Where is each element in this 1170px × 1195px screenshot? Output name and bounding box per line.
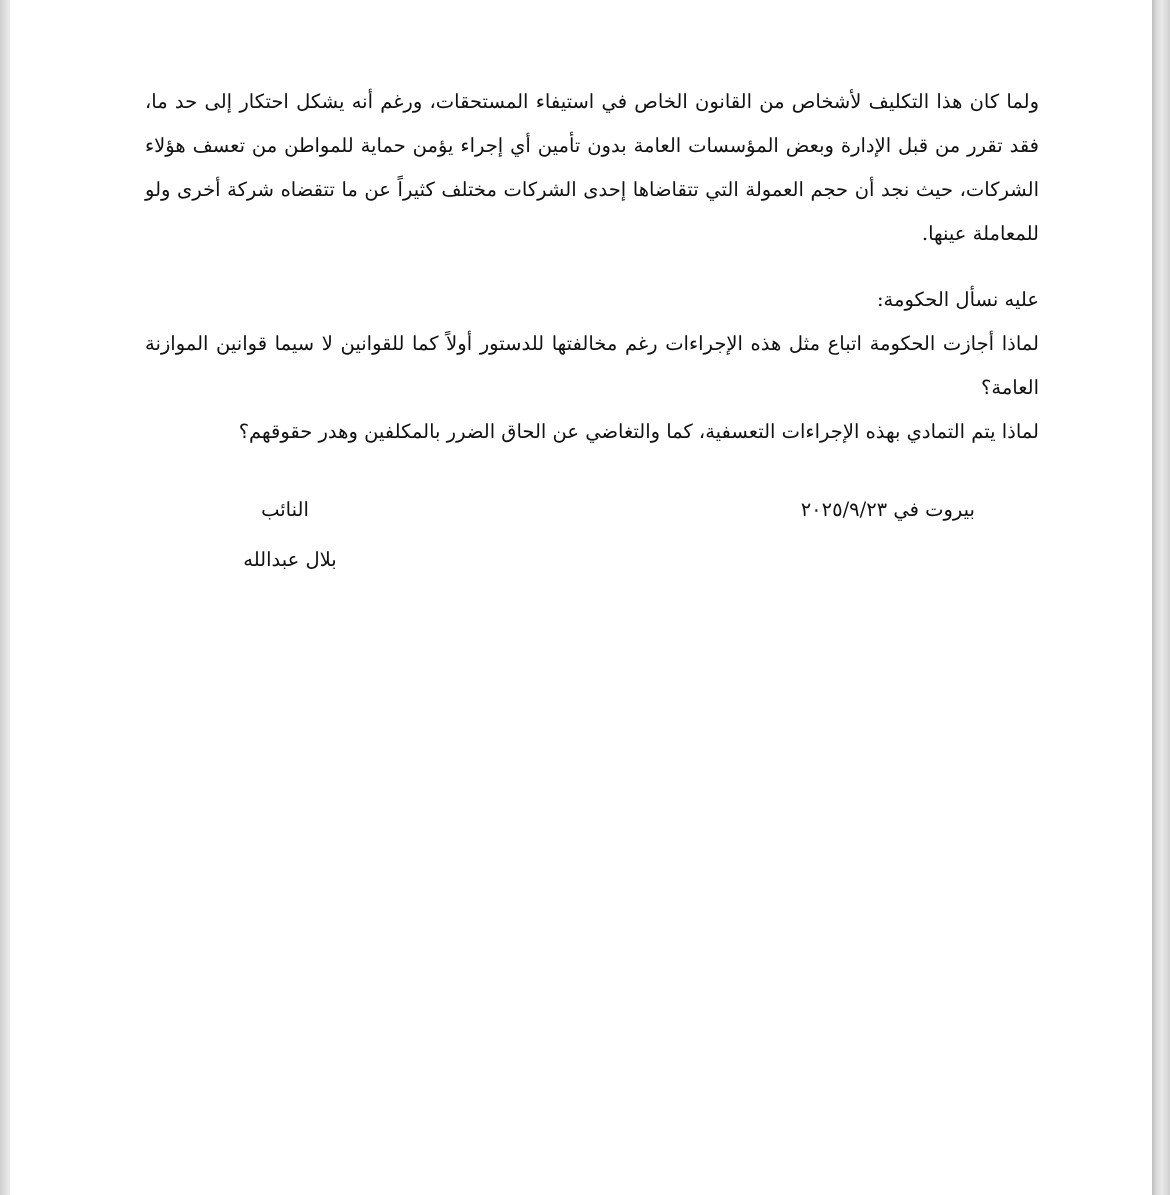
question-2: لماذا يتم التمادي بهذه الإجراءات التعسفية، كما والتغاضي عن الحاق الضرر بالمكلفين وهدر حقوقهم؟ (238, 420, 1039, 443)
document-page (10, 0, 1152, 1195)
signer-title: النائب (261, 498, 309, 521)
body-paragraph: ولما كان هذا التكليف لأشخاص من القانون الخاص في استيفاء المستحقات، ورغم أنه يشكل احتكار إلى حد ما، فقد تقرر من قبل الإدارة وبعض المؤسسات العامة بدون تأمين أي إجراء يؤمن حماية للمواطن من تعسف هؤلاء الشركات، حيث نجد أن حجم العمولة التي تتقاضاها إحدى الشركات مختلف كثيراً عن ما تتقضاه شركة أخرى ولو للمعاملة عينها. (145, 90, 1039, 245)
page-left-edge (0, 0, 10, 1195)
signer-name: بلال عبدالله (243, 548, 337, 571)
page-right-edge (1152, 0, 1170, 1195)
questions-intro: عليه نسأل الحكومة: (876, 288, 1039, 311)
questions-section (145, 278, 1039, 454)
question-1: لماذا أجازت الحكومة اتباع مثل هذه الإجراءات رغم مخالفتها للدستور أولاً كما للقوانين لا سيما قوانين الموازنة العامة؟ (145, 332, 1039, 399)
place-and-date: بيروت في ٢٠٢٥/٩/٢٣ (800, 498, 975, 521)
